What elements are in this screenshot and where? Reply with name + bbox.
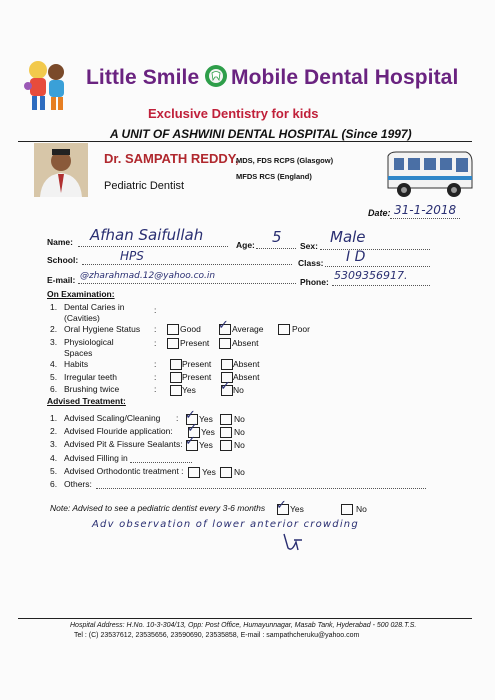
tagline: Exclusive Dentistry for kids — [148, 106, 319, 121]
exam-6-label: Brushing twice — [64, 384, 120, 394]
note-yes-tick-icon: ✓ — [276, 497, 287, 512]
exam-1-label2: (Cavities) — [64, 313, 100, 323]
irregular-absent-label: Absent — [233, 372, 260, 382]
exam-6-num: 6. — [50, 384, 58, 394]
exam-4-num: 4. — [50, 359, 58, 369]
irregular-present-label: Present — [182, 372, 212, 382]
brand-name-part2: Mobile Dental Hospital — [231, 66, 459, 89]
advised-5-num: 5. — [50, 466, 58, 476]
handwritten-note[interactable]: Adv observation of lower anterior crowding — [92, 519, 359, 530]
note-no-label: No — [356, 504, 367, 514]
signature-mark — [280, 530, 310, 554]
email-label: E-mail: — [47, 275, 76, 285]
habits-present-checkbox[interactable] — [170, 359, 182, 370]
class-value[interactable]: I D — [346, 249, 366, 265]
exam-4-label: Habits — [64, 359, 89, 369]
habits-present-label: Present — [182, 359, 212, 369]
sex-label: Sex: — [300, 241, 318, 251]
advised-4-num: 4. — [50, 453, 58, 463]
footer-address: Hospital Address: H.No. 10-3-304/13, Opp: Post Office, Humayunnagar, Masab Tank, Hyderabad - 500 028.T.S. — [70, 622, 417, 629]
advised-5-label: Advised Orthodontic treatment : — [64, 466, 184, 476]
ortho-yes-label: Yes — [202, 467, 216, 477]
spaces-absent-checkbox[interactable] — [219, 338, 231, 349]
spaces-present-checkbox[interactable] — [167, 338, 179, 349]
exam-1-label: Dental Caries in — [64, 302, 125, 312]
exam-4-colon: : — [154, 359, 157, 369]
scaling-yes-label: Yes — [199, 414, 213, 424]
note-yes-label: Yes — [290, 504, 304, 514]
phone-label: Phone: — [300, 277, 329, 287]
ortho-yes-checkbox[interactable] — [188, 467, 200, 478]
doctor-photo — [34, 143, 88, 197]
brushing-no-tick-icon: ✓ — [220, 378, 231, 393]
age-label: Age: — [236, 240, 255, 250]
name-label: Name: — [47, 237, 73, 247]
brand-name-part1: Little Smile — [86, 66, 200, 89]
oral-hygiene-poor-label: Poor — [292, 324, 310, 334]
ortho-no-label: No — [234, 467, 245, 477]
oral-hygiene-average-tick-icon: ✓ — [218, 317, 229, 332]
school-label: School: — [47, 255, 79, 265]
advised-1-label: Advised Scaling/Cleaning — [64, 413, 161, 423]
flouride-yes-label: Yes — [201, 427, 215, 437]
ortho-no-checkbox[interactable] — [220, 467, 232, 478]
exam-3-label: Physiological — [64, 337, 114, 347]
sex-value[interactable]: Male — [330, 228, 366, 246]
oral-hygiene-poor-checkbox[interactable] — [278, 324, 290, 335]
exam-3-colon: : — [154, 338, 157, 348]
examination-heading: On Examination: — [47, 289, 115, 299]
brushing-yes-label: Yes — [182, 385, 196, 395]
exam-5-label: Irregular teeth — [64, 372, 117, 382]
advised-3-num: 3. — [50, 439, 58, 449]
header-divider — [18, 141, 472, 142]
exam-2-label: Oral Hygiene Status — [64, 324, 141, 334]
flouride-no-checkbox[interactable] — [220, 427, 232, 438]
spaces-present-label: Present — [180, 338, 210, 348]
advised-2-label: Advised Flouride application: — [64, 426, 173, 436]
tooth-globe-icon — [204, 64, 228, 88]
date-label: Date: — [368, 208, 391, 218]
exam-2-num: 2. — [50, 324, 58, 334]
doctor-name: Dr. SAMPATH REDDY, — [104, 151, 239, 166]
email-value[interactable]: @zharahmad.12@yahoo.co.in — [80, 271, 216, 281]
exam-1-colon: : — [154, 305, 157, 315]
exam-5-colon: : — [154, 372, 157, 382]
exam-5-num: 5. — [50, 372, 58, 382]
advised-6-label: Others: — [64, 479, 92, 489]
class-label: Class: — [298, 258, 324, 268]
flouride-yes-tick-icon: ✓ — [187, 420, 198, 435]
exam-6-colon: : — [154, 384, 157, 394]
exam-3-label2: Spaces — [64, 348, 93, 358]
sealants-yes-label: Yes — [199, 440, 213, 450]
advised-1-num: 1. — [50, 413, 58, 423]
scaling-no-checkbox[interactable] — [220, 414, 232, 425]
kids-logo — [18, 56, 76, 114]
sealants-no-checkbox[interactable] — [220, 440, 232, 451]
brushing-no-label: No — [233, 385, 244, 395]
doctor-title: Pediatric Dentist — [104, 180, 185, 192]
exam-2-colon: : — [154, 324, 157, 334]
school-value[interactable]: HPS — [120, 249, 144, 263]
scaling-yes-tick-icon: ✓ — [185, 407, 196, 422]
brushing-yes-checkbox[interactable] — [170, 385, 182, 396]
scaling-no-label: No — [234, 414, 245, 424]
footer-contact: Tel : (C) 23537612, 23535656, 23590690, 23535858, E-mail : sampathcheruku@yahoo.com — [74, 632, 360, 639]
spaces-absent-label: Absent — [232, 338, 259, 348]
name-value[interactable]: Afhan Saifullah — [90, 226, 204, 244]
flouride-no-label: No — [234, 427, 245, 437]
advised-4-label: Advised Filling in — [64, 453, 128, 463]
doctor-qualification-2: MFDS RCS (England) — [236, 172, 312, 181]
exam-1-num: 1. — [50, 302, 58, 312]
note-text: Note: Advised to see a pediatric dentist every 3-6 months — [50, 503, 266, 513]
bus-image — [384, 148, 476, 200]
irregular-present-checkbox[interactable] — [170, 372, 182, 383]
advised-1-colon: : — [176, 413, 179, 423]
oral-hygiene-good-checkbox[interactable] — [167, 324, 179, 335]
sealants-yes-tick-icon: ✓ — [185, 433, 196, 448]
doctor-qualification-1: MDS, FDS RCPS (Glasgow) — [236, 156, 334, 165]
age-value[interactable]: 5 — [272, 228, 282, 246]
advised-heading: Advised Treatment: — [47, 396, 126, 406]
exam-3-num: 3. — [50, 337, 58, 347]
oral-hygiene-average-label: Average — [232, 324, 264, 334]
habits-absent-checkbox[interactable] — [221, 359, 233, 370]
advised-2-num: 2. — [50, 426, 58, 436]
footer-divider — [18, 618, 472, 619]
unit-line: A UNIT OF ASHWINI DENTAL HOSPITAL (Since 1997) — [110, 127, 412, 141]
date-value[interactable]: 31-1-2018 — [394, 203, 457, 217]
oral-hygiene-good-label: Good — [180, 324, 201, 334]
phone-value[interactable]: 5309356917. — [334, 269, 408, 282]
sealants-no-label: No — [234, 440, 245, 450]
advised-3-label: Advised Pit & Fissure Sealants: — [64, 439, 183, 449]
note-no-checkbox[interactable] — [341, 504, 353, 515]
advised-6-num: 6. — [50, 479, 58, 489]
habits-absent-label: Absent — [233, 359, 260, 369]
